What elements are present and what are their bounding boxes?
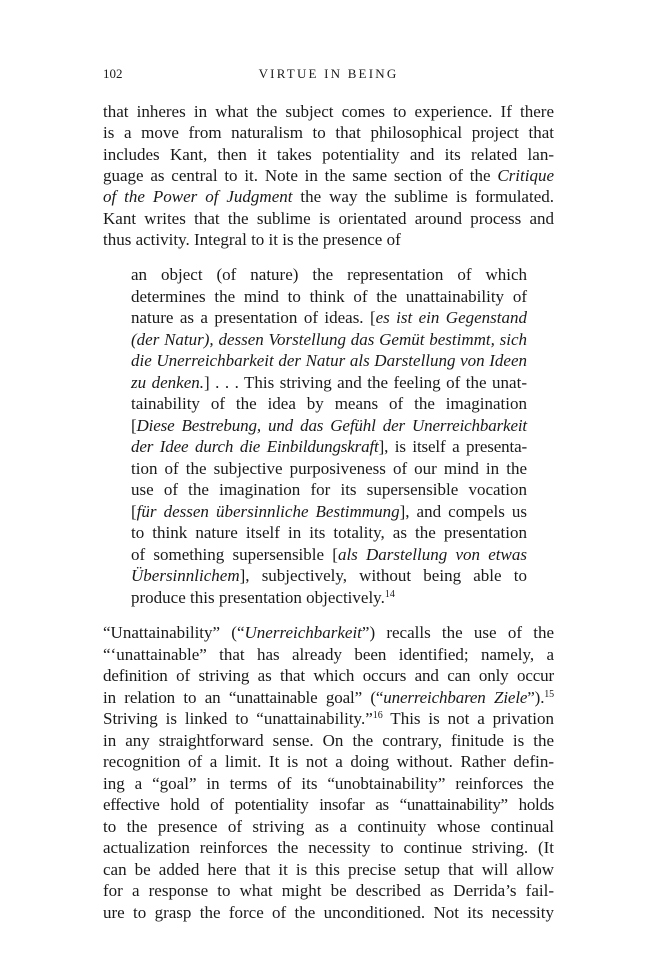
quote-line: die Unerreichbarkeit der Natur als Darstellung von Ideen <box>131 351 527 370</box>
text-line: “Unattainability” (“Unerreichbarkeit”) recalls the use of the <box>103 623 554 642</box>
quote-line: an object (of nature) the representation of which <box>131 265 527 284</box>
text-line: in any straightforward sense. On the contrary, finitude is the <box>103 731 554 750</box>
quote-line: zu denken.] . . . This striving and the feeling of the unat- <box>131 373 527 392</box>
text-line: to the presence of striving as a continuity whose continual <box>103 817 554 836</box>
quote-line: produce this presentation objectively.$^{14}$ <box>131 588 395 607</box>
quote-line: der Idee durch die Einbildungskraft], is itself a presenta- <box>131 437 527 456</box>
text-line: includes Kant, then it takes potentiality and its related lan- <box>103 145 554 164</box>
footnote-ref: 15 <box>544 689 554 700</box>
footnote-ref: 16 <box>372 710 383 721</box>
text-line: is a move from naturalism to that philosophical project that <box>103 123 554 142</box>
text-line: Striving is linked to “unattainability.”$^{16}$ This is not a privation <box>103 709 554 728</box>
quote-line: determines the mind to think of the unattainability of <box>131 287 527 306</box>
page-header <box>103 66 554 86</box>
text-line: that inheres in what the subject comes to experience. If there <box>103 102 554 121</box>
quote-line: of something supersensible [als Darstellung von etwas <box>131 545 527 564</box>
text-line: guage as central to it. Note in the same section of the Critique <box>103 166 554 185</box>
text-line: for a response to what might be described as Derrida’s fail- <box>103 881 554 900</box>
text-line: can be added here that it is this precise setup that will allow <box>103 860 554 879</box>
text-line: definition of striving as that which occurs and can only occur <box>103 666 554 685</box>
quote-line: to think nature itself in its totality, as the presentation <box>131 523 527 542</box>
quote-line: [für dessen übersinnliche Bestimmung], and compels us <box>131 502 527 521</box>
text-line: effective hold of potentiality insofar as “unattainability” holds <box>103 795 554 814</box>
quote-line: tainability of the idea by means of the imagination <box>131 394 527 413</box>
text-line: of the Power of Judgment the way the sublime is formulated. <box>103 187 554 206</box>
quote-line: nature as a presentation of ideas. [es ist ein Gegenstand <box>131 308 527 327</box>
quote-line: use of the imagination for its supersensible vocation <box>131 480 527 499</box>
quote-line: Übersinnlichem], subjectively, without being able to <box>131 566 527 585</box>
text-line: in relation to an “unattainable goal” (“unerreichbaren Ziele”).$^{15}$ <box>103 688 554 707</box>
footnote-ref: 14 <box>384 589 395 600</box>
running-head: VIRTUE IN BEING <box>258 66 399 81</box>
text-line: thus activity. Integral to it is the presence of <box>103 230 401 249</box>
text-line: ure to grasp the force of the unconditioned. Not its necessity <box>103 903 554 922</box>
text-line: actualization reinforces the necessity to continue striving. (It <box>103 838 554 857</box>
text-line: Kant writes that the sublime is orientated around process and <box>103 209 554 228</box>
text-line: ing a “goal” in terms of its “unobtainability” reinforces the <box>103 774 554 793</box>
quote-line: (der Natur), dessen Vorstellung das Gemüt bestimmt, sich <box>131 330 527 349</box>
quote-line: tion of the subjective purposiveness of our mind in the <box>131 459 527 478</box>
quote-line: [Diese Bestrebung, und das Gefühl der Unerreichbarkeit <box>131 416 527 435</box>
text-line: “‘unattainable” that has already been identified; namely, a <box>103 645 554 664</box>
page-number: 102 <box>103 66 123 81</box>
text-line: recognition of a limit. It is not a doing without. Rather defin- <box>103 752 554 771</box>
